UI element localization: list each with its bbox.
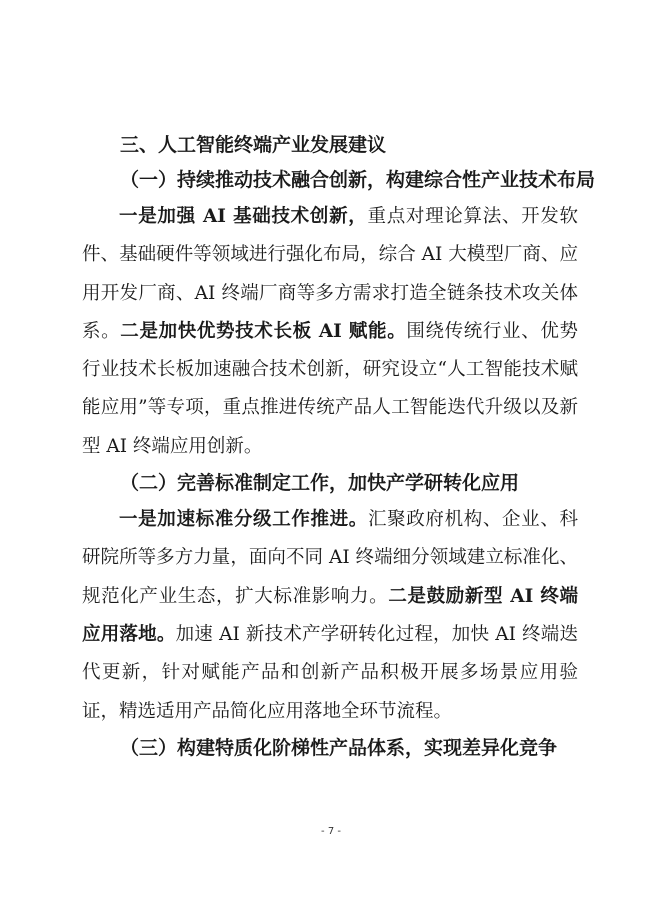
section-title: 三、人工智能终端产业发展建议 xyxy=(120,134,387,156)
paragraph-2-text-1: 汇聚政府机构、企业、科研院所等多方力量，面向不同 AI 终端细分领域建立标准化、规范化产业生态，扩大标准影响力。 xyxy=(82,509,578,607)
paragraph-1-lead-2: 二是加快优势技术长板 AI 赋能。 xyxy=(120,320,407,342)
paragraph-1 xyxy=(82,198,578,466)
paragraph-2-text-2: 加速 AI 新技术产学研转化过程，加快 AI 终端迭代更新，针对赋能产品和创新产品积极开展多场景应用验证，精选适用产品简化应用落地全环节流程。 xyxy=(82,623,578,722)
subsection-title-3: （三）构建特质化阶梯性产品体系，实现差异化竞争 xyxy=(120,736,558,759)
paragraph-2-lead-2: 二是鼓励新型 AI 终端应用落地。 xyxy=(82,585,578,645)
paragraph-1-lead-1: 一是加强 AI 基础技术创新， xyxy=(119,206,368,227)
paragraph-1-text-1: 重点对理论算法、开发软件、基础硬件等领域进行强化布局，综合 AI 大模型厂商、应用开发厂商、AI 终端厂商等多方需求打造全链条技术攻关体系。 xyxy=(82,206,578,342)
subsection-title-2: （二）完善标准制定工作，加快产学研转化应用 xyxy=(120,472,520,495)
page-content xyxy=(82,128,596,766)
paragraph-2-lead-1: 一是加速标准分级工作推进。 xyxy=(119,509,368,531)
subsection-title-1: （一）持续推动技术融合创新，构建综合性产业技术布局 xyxy=(120,169,596,191)
paragraph-1-text-2: 围绕传统行业、优势行业技术长板加速融合技术创新，研究设立“人工智能技术赋能应用”等专项，重点推进传统产品人工智能迭代升级以及新型 AI 终端应用创新。 xyxy=(82,320,578,457)
paragraph-2 xyxy=(82,501,578,731)
page-number: - 7 - xyxy=(321,826,341,837)
